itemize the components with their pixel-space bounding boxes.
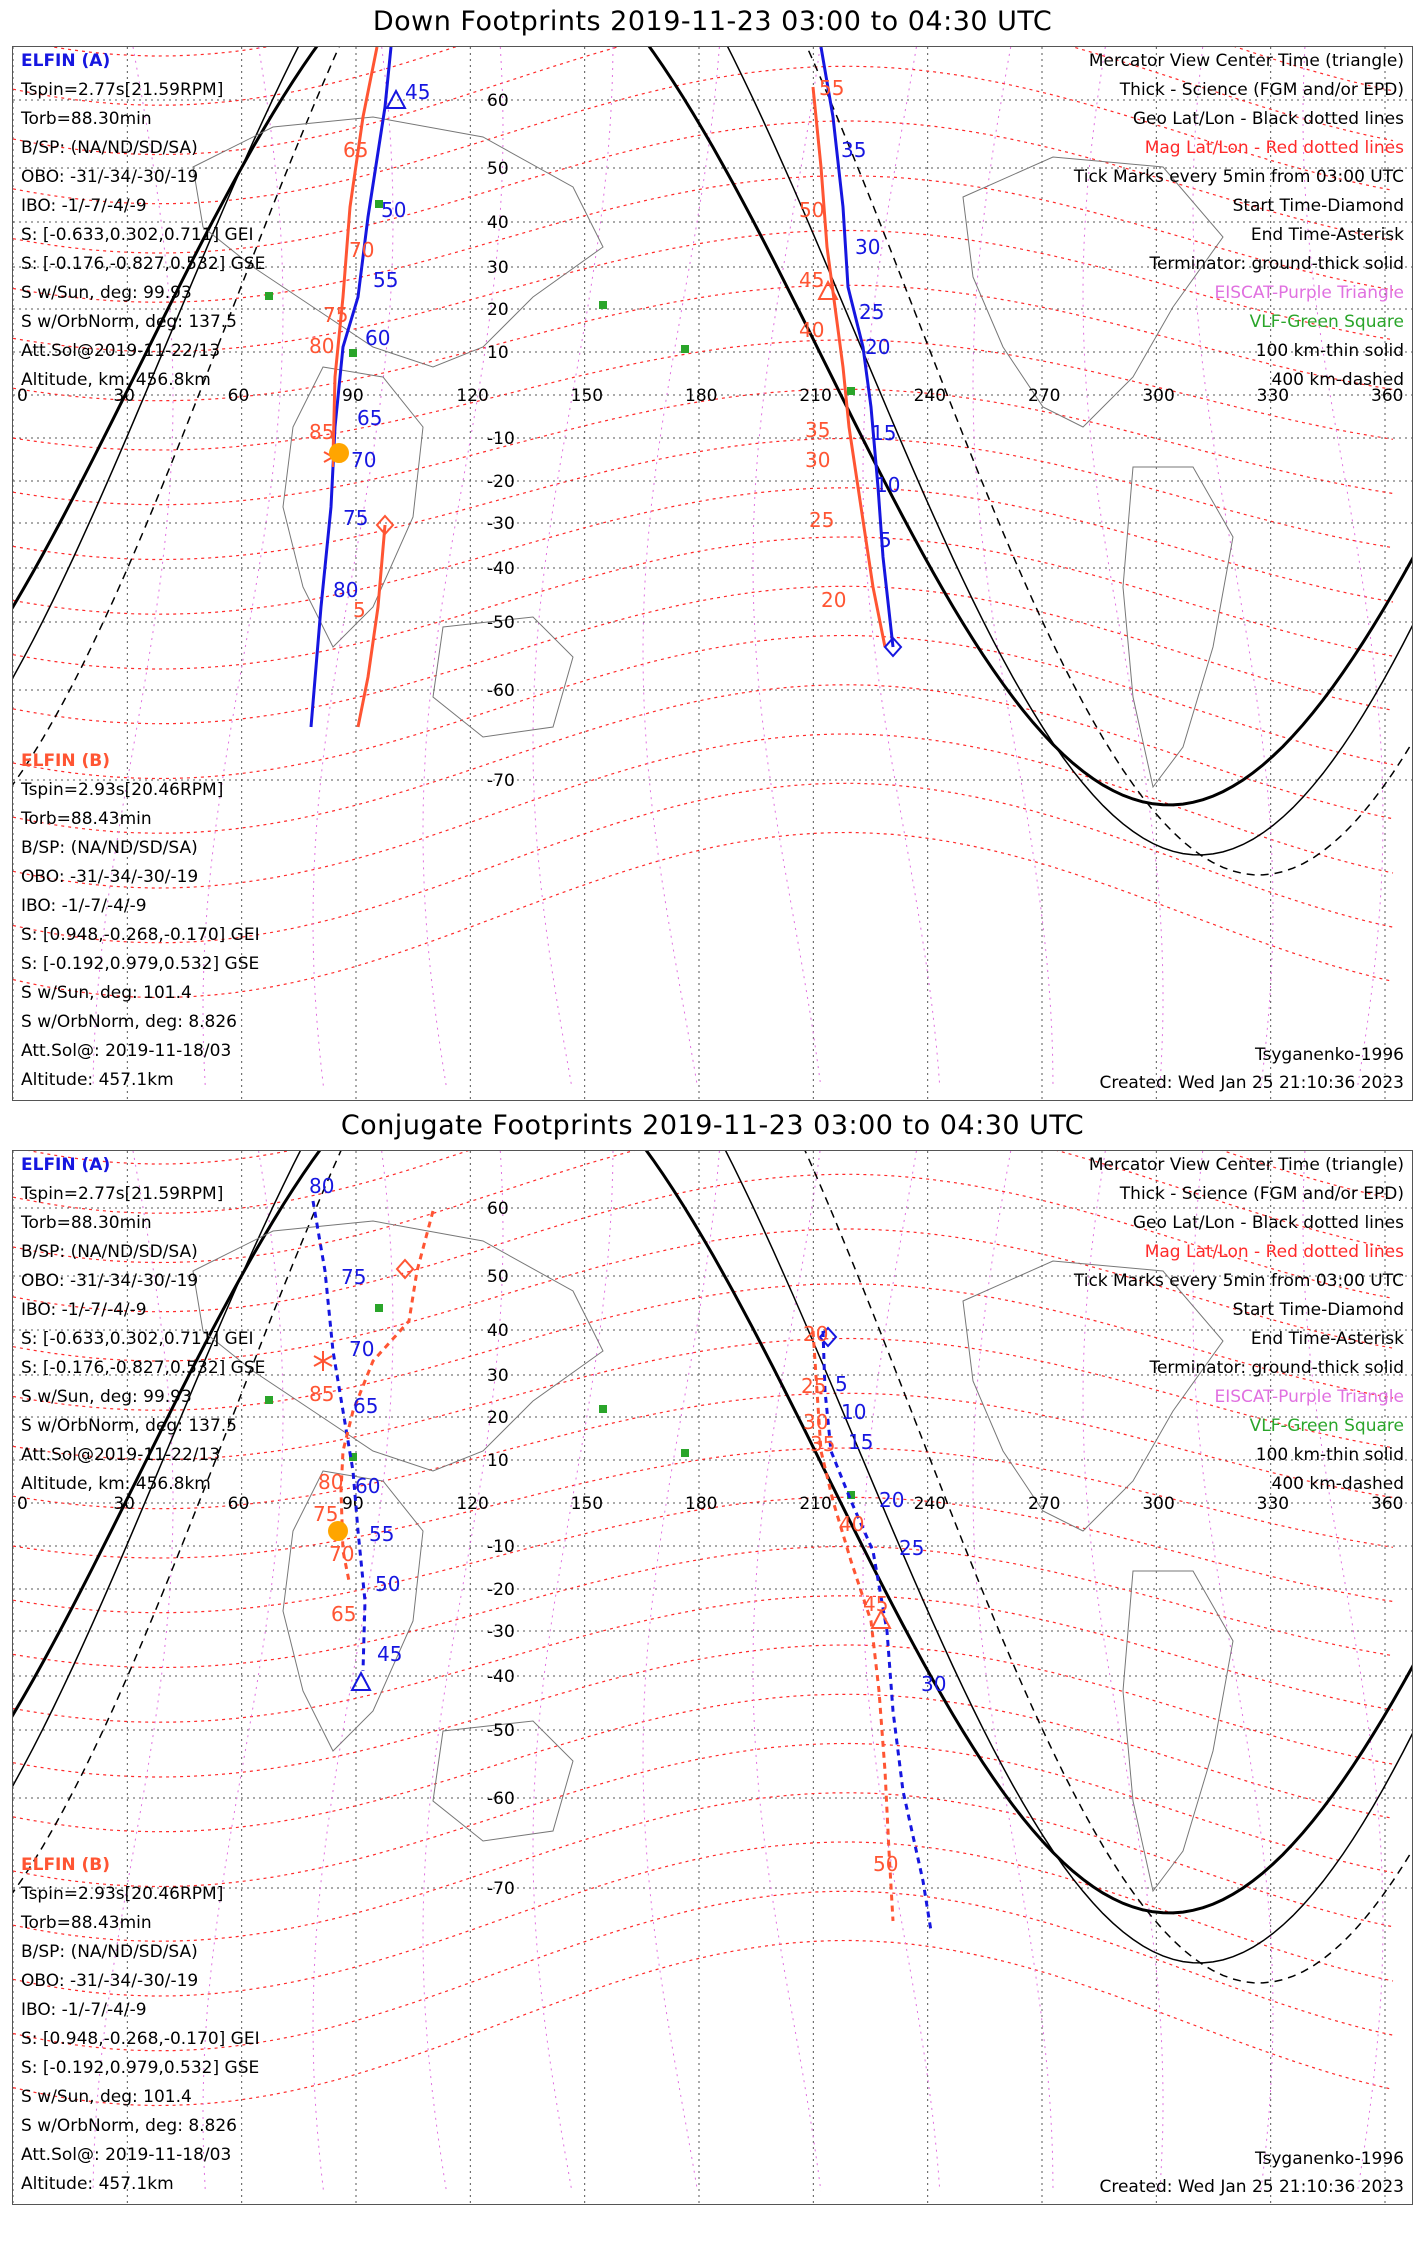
elfin-b-obo: OBO: -31/-34/-30/-19 xyxy=(21,1971,199,1991)
elfin-b-tick-label: 65 xyxy=(343,138,369,162)
elfin-b-att-sol: Att.Sol@: 2019-11-18/03 xyxy=(21,1041,232,1061)
lon-tick-label: 120 xyxy=(456,1494,489,1514)
lat-tick-label: -30 xyxy=(487,514,515,534)
lon-tick-label: 120 xyxy=(456,386,489,406)
elfin-a-tspin: Tspin=2.77s[21.59RPM] xyxy=(21,80,224,100)
elfin-b-tspin: Tspin=2.93s[20.46RPM] xyxy=(21,780,224,800)
lat-tick-label: -70 xyxy=(487,1879,515,1899)
elfin-a-tick-label: 5 xyxy=(835,1372,848,1396)
elfin-b-name: ELFIN (B) xyxy=(21,751,111,771)
elfin-a-s-sun: S w/Sun, deg: 99.93 xyxy=(21,1387,192,1407)
vlf-square xyxy=(265,292,273,300)
elfin-a-tick-label: 55 xyxy=(373,268,399,292)
elfin-b-tick-label: 70 xyxy=(349,238,375,262)
elfin-a-info xyxy=(21,47,265,395)
legend-thick: Thick - Science (FGM and/or EPD) xyxy=(1119,80,1404,100)
vlf-square xyxy=(349,349,357,357)
lat-tick-label: 40 xyxy=(487,213,509,233)
lon-tick-label: 300 xyxy=(1142,1494,1175,1514)
vlf-square xyxy=(847,387,855,395)
lon-tick-label: 0 xyxy=(17,1494,28,1514)
lat-tick-label: 50 xyxy=(487,1267,509,1287)
legend-eiscat: EISCAT-Purple Triangle xyxy=(1214,283,1404,303)
lon-tick-label: 0 xyxy=(17,386,28,406)
elfin-a-bsp: B/SP: (NA/ND/SD/SA) xyxy=(21,138,198,158)
elfin-b-tick-label: 40 xyxy=(839,1512,865,1536)
legend-start: Start Time-Diamond xyxy=(1232,196,1404,216)
elfin-a-tick-label: 75 xyxy=(343,506,369,530)
elfin-a-name: ELFIN (A) xyxy=(21,1155,111,1175)
elfin-b-s-orbnorm: S w/OrbNorm, deg: 8.826 xyxy=(21,1012,238,1032)
mag-lat-line xyxy=(13,537,1393,669)
lon-tick-label: 90 xyxy=(342,386,364,406)
elfin-a-tick-label: 45 xyxy=(377,1642,403,1666)
elfin-a-tick-label: 30 xyxy=(921,1672,947,1696)
lat-tick-label: -20 xyxy=(487,472,515,492)
mag-lat-line xyxy=(13,439,1393,560)
elfin-b-tick-label: 70 xyxy=(329,1542,355,1566)
continent-outline xyxy=(1123,467,1233,787)
lat-tick-label: -70 xyxy=(487,771,515,791)
elfin-a-tick-label: 45 xyxy=(405,80,431,104)
lat-tick-label: 10 xyxy=(487,1451,509,1471)
elfin-b-tick-label: 35 xyxy=(805,418,831,442)
elfin-b-ibo: IBO: -1/-7/-4/-9 xyxy=(21,896,147,916)
elfin-b-tick-label: 85 xyxy=(309,420,335,444)
elfin-a-tick-label: 20 xyxy=(865,335,891,359)
elfin-a-tick-label: 60 xyxy=(355,1474,381,1498)
lat-tick-label: -30 xyxy=(487,1622,515,1642)
lat-tick-label: 40 xyxy=(487,1321,509,1341)
legend-400km: 400 km-dashed xyxy=(1271,1474,1404,1494)
elfin-b-s-gei: S: [0.948,-0.268,-0.170] GEI xyxy=(21,2029,260,2049)
mag-lat-line xyxy=(13,389,1393,504)
elfin-b-s-gei: S: [0.948,-0.268,-0.170] GEI xyxy=(21,925,260,945)
elfin-a-s-gei: S: [-0.633,0.302,0.711] GEI xyxy=(21,1329,254,1349)
model-label: Tsyganenko-1996 xyxy=(1254,1045,1404,1065)
elfin-a-tick-label: 10 xyxy=(875,473,901,497)
elfin-b-tick-label: 45 xyxy=(863,1592,889,1616)
created-label: Created: Wed Jan 25 21:10:36 2023 xyxy=(1099,1073,1404,1093)
elfin-b-s-gse: S: [-0.192,0.979,0.532] GSE xyxy=(21,954,260,974)
elfin-a-tick-label: 5 xyxy=(879,528,892,552)
mag-lat-line xyxy=(13,1497,1393,1612)
legend-terminator: Terminator: ground-thick solid xyxy=(1149,1358,1404,1378)
elfin-a-tick-label: 70 xyxy=(349,1337,375,1361)
elfin-b-ibo: IBO: -1/-7/-4/-9 xyxy=(21,2000,147,2020)
elfin-b-tick-label: 80 xyxy=(318,1470,344,1494)
lat-tick-label: -40 xyxy=(487,1667,515,1687)
elfin-b-tick-label: 85 xyxy=(309,1382,335,1406)
vlf-square xyxy=(599,1405,607,1413)
legend-100km: 100 km-thin solid xyxy=(1255,341,1404,361)
mag-lon-line xyxy=(533,47,613,1087)
elfin-a-s-gse: S: [-0.176,-0.827,0.532] GSE xyxy=(21,254,266,274)
elfin-a-info xyxy=(21,1151,265,1499)
lat-tick-label: 20 xyxy=(487,1408,509,1428)
lon-tick-label: 330 xyxy=(1256,1494,1290,1514)
elfin-a-s-gse: S: [-0.176,-0.827,0.532] GSE xyxy=(21,1358,266,1378)
elfin-a-bsp: B/SP: (NA/ND/SD/SA) xyxy=(21,1242,198,1262)
mag-lat-line xyxy=(13,1694,1393,1831)
elfin-a-tick-label: 65 xyxy=(353,1394,379,1418)
vlf-square xyxy=(375,1304,383,1312)
lat-tick-label: 20 xyxy=(487,300,509,320)
legend xyxy=(1074,1151,1404,1499)
legend-mercator: Mercator View Center Time (triangle) xyxy=(1088,1155,1404,1175)
elfin-a-s-gei: S: [-0.633,0.302,0.711] GEI xyxy=(21,225,254,245)
elfin-b-att-sol: Att.Sol@: 2019-11-18/03 xyxy=(21,2145,232,2165)
lon-tick-label: 180 xyxy=(685,386,718,406)
elfin-a-tick-label: 15 xyxy=(871,421,897,445)
elfin-a-altitude: Altitude, km: 456.8km xyxy=(21,1474,211,1494)
legend-100km: 100 km-thin solid xyxy=(1255,1445,1404,1465)
elfin-a-tspin: Tspin=2.77s[21.59RPM] xyxy=(21,1184,224,1204)
elfin-b-altitude: Altitude: 457.1km xyxy=(21,1070,174,1090)
lat-tick-label: 50 xyxy=(487,159,509,179)
elfin-b-tick-label: 75 xyxy=(313,1502,339,1526)
lon-tick-label: 300 xyxy=(1142,386,1175,406)
elfin-a-tick-label: 50 xyxy=(381,198,407,222)
continent-outline xyxy=(1123,1571,1233,1891)
lon-tick-label: 240 xyxy=(913,386,947,406)
elfin-a-torb: Torb=88.30min xyxy=(21,1213,152,1233)
lat-tick-label: -40 xyxy=(487,559,515,579)
elfin-b-tick-label: 45 xyxy=(799,268,825,292)
lon-tick-label: 60 xyxy=(227,1494,250,1514)
elfin-a-tick-label: 25 xyxy=(859,300,885,324)
legend-terminator: Terminator: ground-thick solid xyxy=(1149,254,1404,274)
elfin-b-altitude: Altitude: 457.1km xyxy=(21,2174,174,2194)
mag-lon-line xyxy=(533,1151,613,2191)
elfin-b-tick-label: 75 xyxy=(323,303,349,327)
elfin-a-tick-label: 15 xyxy=(848,1430,874,1454)
elfin-a-tick-label: 35 xyxy=(841,138,867,162)
legend-vlf: VLF-Green Square xyxy=(1249,1416,1404,1436)
elfin-b-info xyxy=(21,1851,260,2199)
lat-tick-label: 30 xyxy=(487,1366,509,1386)
model-label: Tsyganenko-1996 xyxy=(1254,2149,1404,2169)
elfin-b-name: ELFIN (B) xyxy=(21,1855,111,1875)
elfin-b-s-orbnorm: S w/OrbNorm, deg: 8.826 xyxy=(21,2116,238,2136)
elfin-a-tick-label: 50 xyxy=(375,1572,401,1596)
down-footprints-title: Down Footprints 2019-11-23 03:00 to 04:30 UTC xyxy=(372,6,1053,37)
elfin-b-s-sun: S w/Sun, deg: 101.4 xyxy=(21,2087,192,2107)
created-label: Created: Wed Jan 25 21:10:36 2023 xyxy=(1099,2177,1404,2197)
elfin-a-tick-label: 65 xyxy=(357,406,383,430)
elfin-a-tick-label: 25 xyxy=(899,1536,925,1560)
lat-tick-label: 60 xyxy=(487,91,509,111)
elfin-b-tick-label: 30 xyxy=(805,448,831,472)
elfin-b-tick-label: 25 xyxy=(809,508,835,532)
legend-tick: Tick Marks every 5min from 03:00 UTC xyxy=(1073,167,1404,187)
mag-lat-line xyxy=(13,488,1393,614)
lat-tick-label: -10 xyxy=(487,429,515,449)
elfin-b-tick-label: 55 xyxy=(819,76,845,100)
mag-lat-line xyxy=(13,1547,1393,1668)
elfin-a-name: ELFIN (A) xyxy=(21,51,111,71)
legend-geo: Geo Lat/Lon - Black dotted lines xyxy=(1132,109,1404,129)
elfin-a-center-triangle xyxy=(387,91,405,108)
mag-lon-line xyxy=(643,1151,719,2191)
vlf-square xyxy=(265,1396,273,1404)
elfin-b-tick-label: 20 xyxy=(803,1322,829,1346)
mag-lon-line xyxy=(863,47,940,1087)
lon-tick-label: 30 xyxy=(113,386,135,406)
legend-thick: Thick - Science (FGM and/or EPD) xyxy=(1119,1184,1404,1204)
elfin-a-tick-label: 20 xyxy=(879,1488,905,1512)
elfin-a-s-sun: S w/Sun, deg: 99.93 xyxy=(21,283,192,303)
elfin-b-track-east xyxy=(813,87,885,647)
legend-geo: Geo Lat/Lon - Black dotted lines xyxy=(1132,1213,1404,1233)
lat-tick-label: 10 xyxy=(487,343,509,363)
down-footprints-panel xyxy=(12,46,1413,1101)
legend-start: Start Time-Diamond xyxy=(1232,1300,1404,1320)
lon-tick-label: 210 xyxy=(799,1494,832,1514)
lat-tick-label: 60 xyxy=(487,1199,509,1219)
subsolar-point xyxy=(329,443,349,463)
elfin-a-tick-label: 30 xyxy=(855,235,881,259)
elfin-a-torb: Torb=88.30min xyxy=(21,109,152,129)
elfin-b-bsp: B/SP: (NA/ND/SD/SA) xyxy=(21,838,198,858)
lon-tick-label: 150 xyxy=(570,386,604,406)
lat-tick-label: -20 xyxy=(487,1580,515,1600)
elfin-b-bsp: B/SP: (NA/ND/SD/SA) xyxy=(21,1942,198,1962)
elfin-b-s-sun: S w/Sun, deg: 101.4 xyxy=(21,983,192,1003)
elfin-a-obo: OBO: -31/-34/-30/-19 xyxy=(21,167,199,187)
lon-tick-label: 150 xyxy=(570,1494,604,1514)
elfin-b-tick-label: 80 xyxy=(309,334,335,358)
vlf-square xyxy=(599,301,607,309)
elfin-b-torb: Torb=88.43min xyxy=(21,1913,152,1933)
mag-lat-line xyxy=(13,1596,1393,1722)
mag-lon-line xyxy=(643,47,719,1087)
elfin-b-tick-label: 25 xyxy=(801,1374,827,1398)
elfin-a-s-orbnorm: S w/OrbNorm, deg: 137.5 xyxy=(21,1416,238,1436)
elfin-b-tick-label: 35 xyxy=(810,1432,836,1456)
elfin-b-tick-label: 65 xyxy=(331,1602,357,1626)
continent-outline xyxy=(433,617,573,737)
elfin-a-tick-label: 10 xyxy=(841,1400,867,1424)
elfin-b-tspin: Tspin=2.93s[20.46RPM] xyxy=(21,1884,224,1904)
lat-tick-label: -60 xyxy=(487,681,515,701)
lat-tick-label: -10 xyxy=(487,1537,515,1557)
elfin-a-tick-label: 75 xyxy=(341,1265,367,1289)
elfin-a-ibo: IBO: -1/-7/-4/-9 xyxy=(21,196,147,216)
elfin-a-tick-label: 80 xyxy=(333,578,359,602)
legend-400km: 400 km-dashed xyxy=(1271,370,1404,390)
lat-tick-label: 30 xyxy=(487,258,509,278)
legend-end: End Time-Asterisk xyxy=(1250,1329,1404,1349)
elfin-a-obo: OBO: -31/-34/-30/-19 xyxy=(21,1271,199,1291)
lon-tick-label: 60 xyxy=(227,386,250,406)
mag-lon-line xyxy=(753,1151,821,2191)
conjugate-footprints-title: Conjugate Footprints 2019-11-23 03:00 to 04:30 UTC xyxy=(340,1110,1085,1141)
legend-eiscat: EISCAT-Purple Triangle xyxy=(1214,1387,1404,1407)
legend-vlf: VLF-Green Square xyxy=(1249,312,1404,332)
legend-mag: Mag Lat/Lon - Red dotted lines xyxy=(1144,1242,1404,1262)
legend xyxy=(1074,47,1404,395)
legend-mercator: Mercator View Center Time (triangle) xyxy=(1088,51,1404,71)
elfin-b-tick-label: 50 xyxy=(799,198,825,222)
mag-lon-line xyxy=(973,47,1053,1087)
elfin-b-s-gse: S: [-0.192,0.979,0.532] GSE xyxy=(21,2058,260,2078)
elfin-b-obo: OBO: -31/-34/-30/-19 xyxy=(21,867,199,887)
legend-end: End Time-Asterisk xyxy=(1250,225,1404,245)
elfin-a-s-orbnorm: S w/OrbNorm, deg: 137.5 xyxy=(21,312,238,332)
elfin-a-att-sol: Att.Sol@2019-11-22/13 xyxy=(21,1445,221,1465)
elfin-b-end-asterisk xyxy=(314,1351,332,1371)
lon-tick-label: 90 xyxy=(342,1494,364,1514)
elfin-a-tick-label: 80 xyxy=(309,1174,335,1198)
legend-mag: Mag Lat/Lon - Red dotted lines xyxy=(1144,138,1404,158)
elfin-a-att-sol: Att.Sol@2019-11-22/13 xyxy=(21,341,221,361)
lat-tick-label: -60 xyxy=(487,1789,515,1809)
conjugate-footprints-panel xyxy=(12,1150,1413,2205)
elfin-b-tick-label: 40 xyxy=(799,318,825,342)
lon-tick-label: 270 xyxy=(1028,386,1061,406)
elfin-b-tick-label: 50 xyxy=(873,1852,899,1876)
elfin-b-tick-label: 30 xyxy=(803,1410,829,1434)
lon-tick-label: 30 xyxy=(113,1494,135,1514)
lat-tick-label: -50 xyxy=(487,1721,515,1741)
elfin-b-tick-label: 20 xyxy=(821,588,847,612)
lon-tick-label: 330 xyxy=(1256,386,1290,406)
elfin-a-tick-label: 60 xyxy=(365,326,391,350)
legend-tick: Tick Marks every 5min from 03:00 UTC xyxy=(1073,1271,1404,1291)
elfin-a-tick-label: 55 xyxy=(369,1522,395,1546)
elfin-a-ibo: IBO: -1/-7/-4/-9 xyxy=(21,1300,147,1320)
elfin-b-tick-label: 5 xyxy=(353,598,366,622)
mag-lat-line xyxy=(13,1645,1393,1777)
elfin-a-altitude: Altitude, km: 456.8km xyxy=(21,370,211,390)
lon-tick-label: 270 xyxy=(1028,1494,1061,1514)
vlf-square xyxy=(681,1449,689,1457)
lon-tick-label: 360 xyxy=(1371,386,1404,406)
lon-tick-label: 180 xyxy=(685,1494,718,1514)
vlf-square xyxy=(681,345,689,353)
elfin-b-start-diamond xyxy=(397,1260,413,1278)
lon-tick-label: 240 xyxy=(913,1494,947,1514)
elfin-b-torb: Torb=88.43min xyxy=(21,809,152,829)
elfin-a-tick-label: 70 xyxy=(351,448,377,472)
lat-tick-label: -50 xyxy=(487,613,515,633)
lon-tick-label: 210 xyxy=(799,386,832,406)
elfin-b-info xyxy=(21,747,260,1095)
lon-tick-label: 360 xyxy=(1371,1494,1404,1514)
mag-lat-line xyxy=(13,586,1393,723)
